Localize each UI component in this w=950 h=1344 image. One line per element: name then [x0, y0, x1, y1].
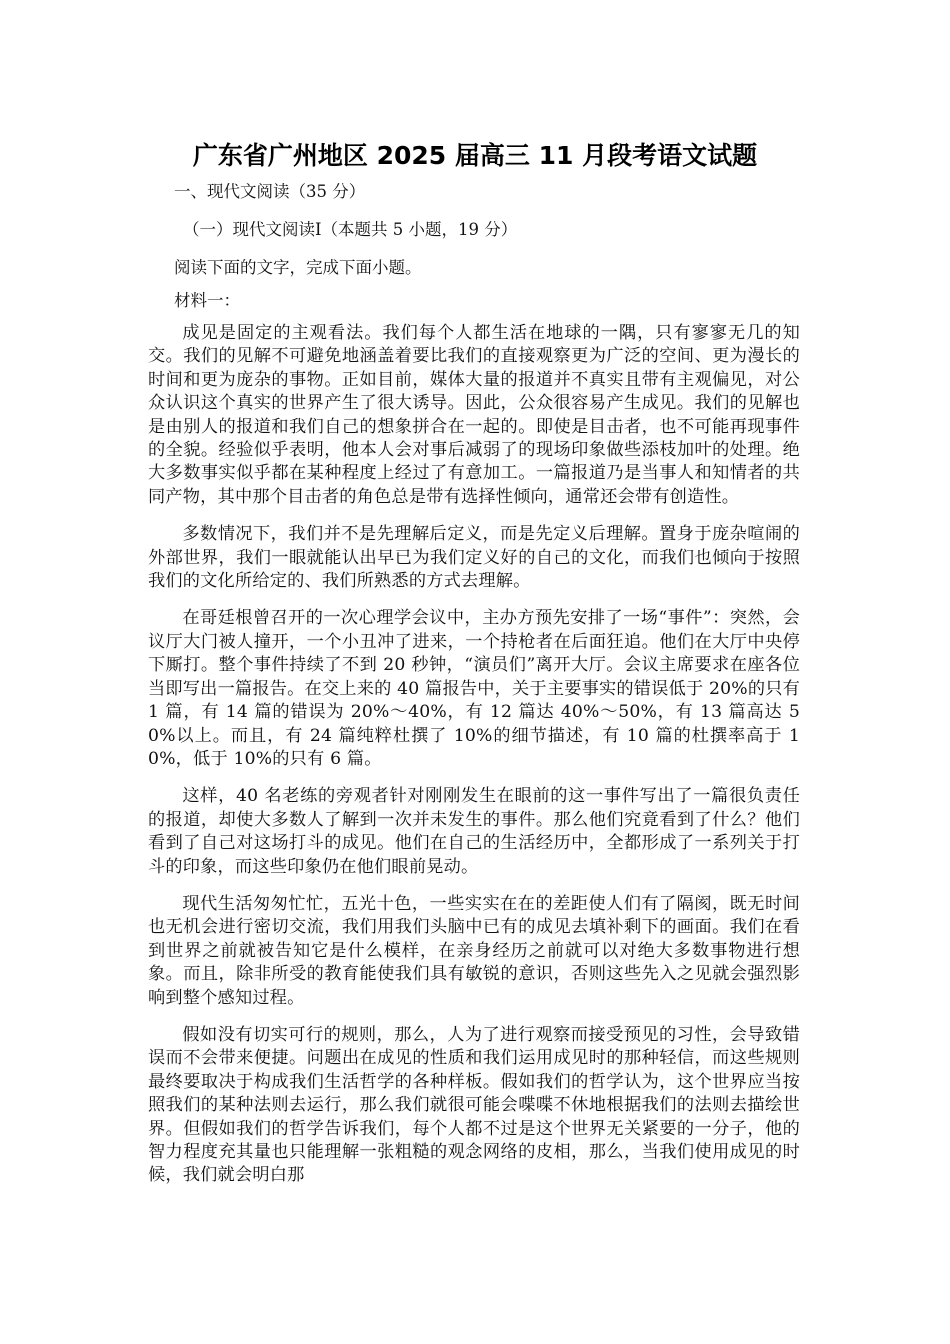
- passage-body: [148, 322, 800, 1202]
- section-heading: 一、现代文阅读（35 分）: [174, 182, 366, 201]
- passage-paragraph: 多数情况下，我们并不是先理解后定义，而是先定义后理解。置身于庞杂喧闹的外部世界，我们一眼就能认出早已为我们定义好的自己的文化，而我们也倾向于按照我们的文化所给定的、我们所熟悉的方式去理解。: [148, 524, 800, 592]
- passage-paragraph: 成见是固定的主观看法。我们每个人都生活在地球的一隅，只有寥寥无几的知交。我们的见解不可避免地涵盖着要比我们的直接观察更为广泛的空间、更为漫长的时间和更为庞杂的事物。正如目前，媒体大量的报道并不真实且带有主观偏见，对公众认识这个真实的世界产生了很大诱导。因此，公众很容易产生成见。我们的见解也是由别人的报道和我们自己的想象拼合在一起的。即使是目击者，也不可能再现事件的全貌。经验似乎表明，他本人会对事后减弱了的现场印象做些添枝加叶的处理。绝大多数事实似乎都在某种程度上经过了有意加工。一篇报道乃是当事人和知情者的共同产物，其中那个目击者的角色总是带有选择性倾向，通常还会带有创造性。: [148, 323, 800, 507]
- material-label: 材料一：: [174, 291, 240, 310]
- passage-paragraph: 这样，40 名老练的旁观者针对刚刚发生在眼前的这一事件写出了一篇很负责任的报道，却使大多数人了解到一次并未发生的事件。那么他们究竟看到了什么？他们看到了自己对这场打斗的成见。他们在自己的生活经历中，全都形成了一系列关于打斗的印象，而这些印象仍在他们眼前晃动。: [148, 786, 800, 877]
- subsection-heading: （一）现代文阅读Ⅰ（本题共 5 小题，19 分）: [183, 220, 518, 239]
- exam-title: 广东省广州地区 2025 届高三 11 月段考语文试题: [192, 141, 758, 170]
- passage-paragraph: 现代生活匆匆忙忙，五光十色，一些实实在在的差距使人们有了隔阂，既无时间也无机会进行密切交流，我们用我们头脑中已有的成见去填补剩下的画面。我们在看到世界之前就被告知它是什么模样，在亲身经历之前就可以对绝大多数事物进行想象。而且，除非所受的教育能使我们具有敏锐的意识，否则这些先入之见就会强烈影响到整个感知过程。: [148, 893, 800, 1008]
- reading-instruction: 阅读下面的文字，完成下面小题。: [174, 258, 422, 277]
- passage-paragraph: 在哥廷根曾召开的一次心理学会议中，主办方预先安排了一场“事件”：突然，会议厅大门被人撞开，一个小丑冲了进来，一个持枪者在后面狂追。他们在大厅中央停下厮打。整个事件持续了不到 20 秒钟，“演员们”离开大厅。会议主席要求在座各位当即写出一篇报告。在交上来的 40 篇报告中，关于主要事实的错误低于 20%的只有 1 篇，有 14 篇的错误为 20%～40%，有 12 篇达 40%～50%，有 13 篇高达 50%以上。而且，有 24 篇纯粹杜撰了 10%的细节描述，有 10 篇的杜撰率高于 10%，低于 10%的只有 6 篇。: [148, 608, 800, 769]
- passage-paragraph: 假如没有切实可行的规则，那么，人为了进行观察而接受预见的习性，会导致错误而不会带来便捷。问题出在成见的性质和我们运用成见时的那种轻信，而这些规则最终要取决于构成我们生活哲学的各种样板。假如我们的哲学认为，这个世界应当按照我们的某种法则去运行，那么我们就很可能会喋喋不休地根据我们的法则去描绘世界。但假如我们的哲学告诉我们，每个人都不过是这个世界无关紧要的一分子，他的智力程度充其量也只能理解一张粗糙的观念网络的皮相，那么，当我们使用成见的时候，我们就会明白那: [148, 1024, 800, 1186]
